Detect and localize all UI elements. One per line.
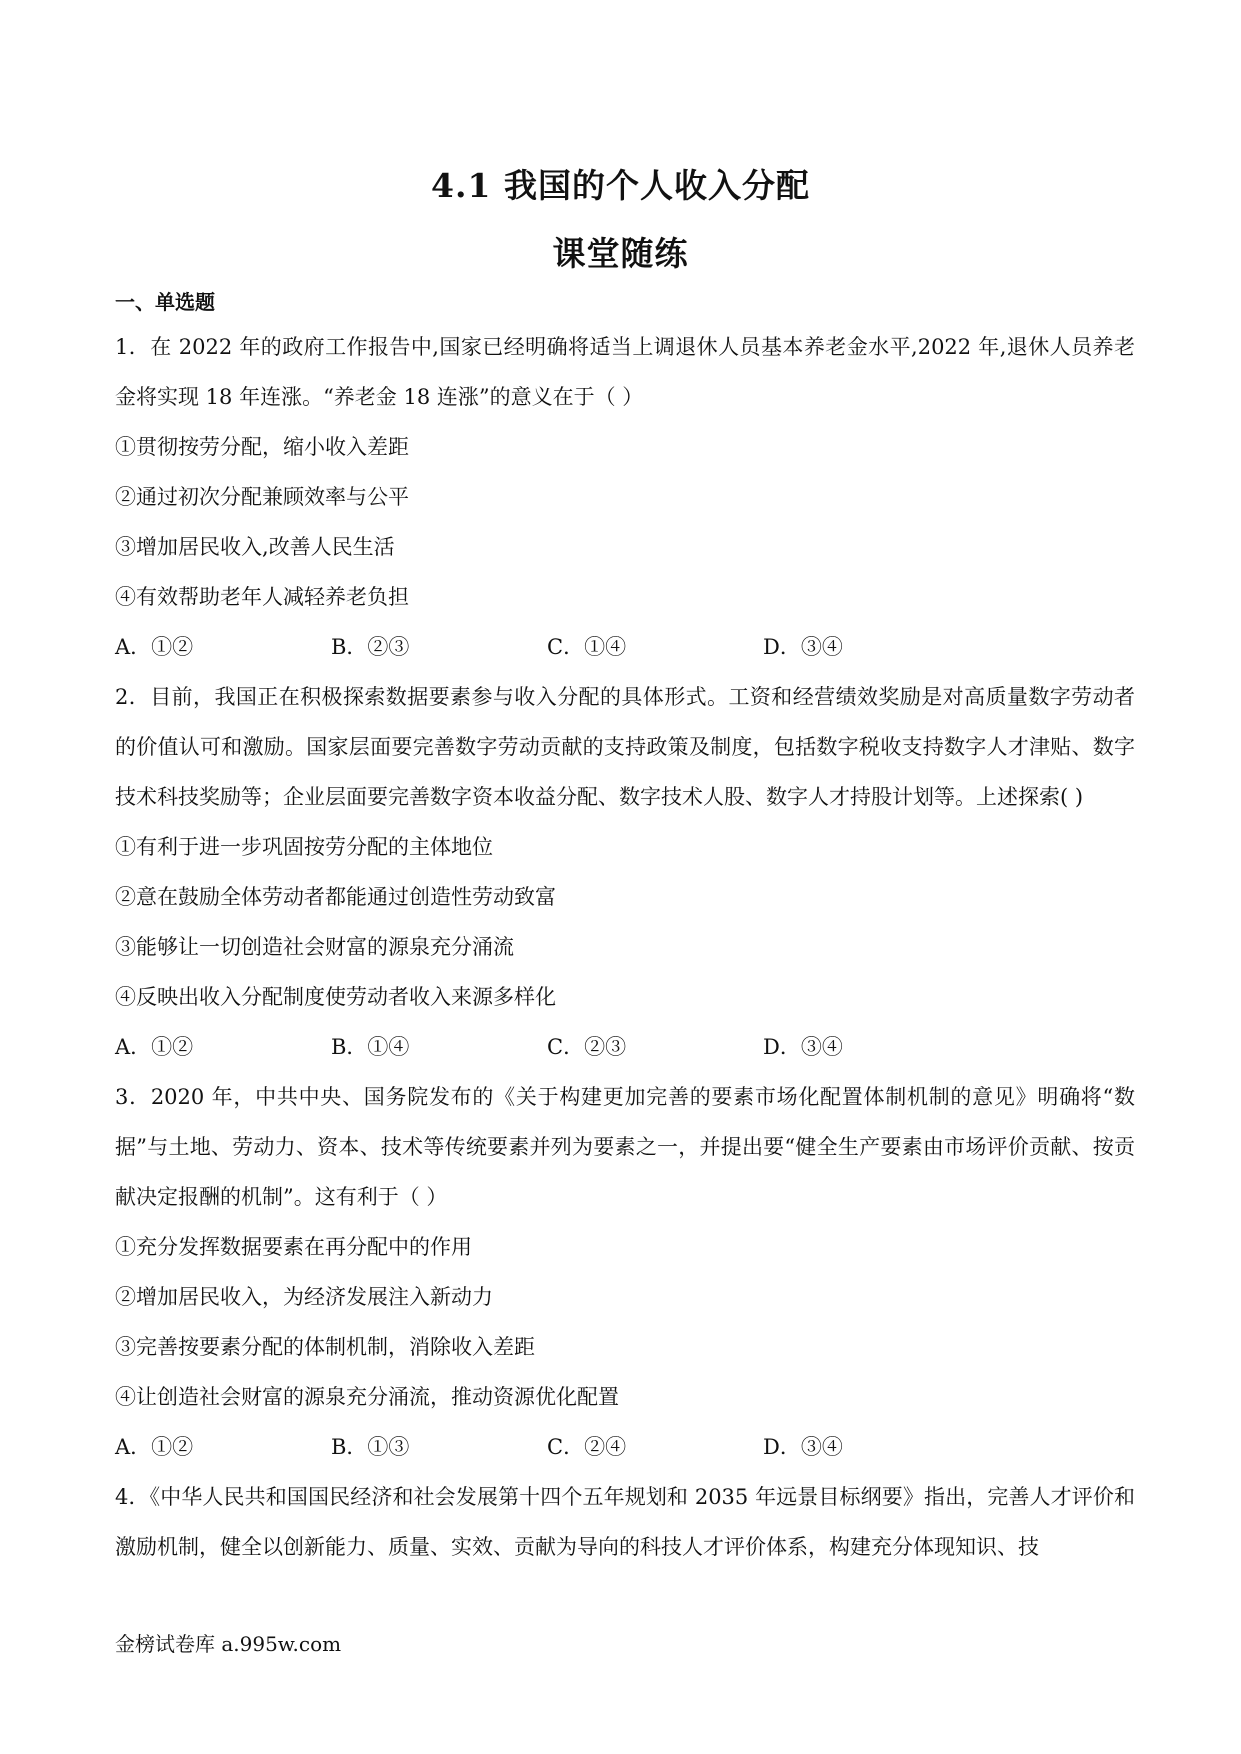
footer-source: 金榜试卷库 a.995w.com — [115, 1632, 342, 1656]
choice-b: B．②③ — [331, 635, 410, 659]
question-4 — [115, 1472, 1135, 1572]
question-stem: 3．2020 年，中共中央、国务院发布的《关于构建更加完善的要素市场化配置体制机制的意见》明确将“数据”与土地、劳动力、资本、技术等传统要素并列为要素之一，并提出要“健全生产要素由市场评价贡献、按贡献决定报酬的机制”。这有利于（ ） — [115, 1085, 1135, 1209]
statement-option: ③能够让一切创造社会财富的源泉充分涌流 — [115, 935, 514, 959]
choice-c: C．②④ — [547, 1435, 627, 1459]
answer-choices — [115, 622, 1135, 672]
statement-option: ①有利于进一步巩固按劳分配的主体地位 — [115, 835, 493, 859]
choice-d: D．③④ — [763, 1035, 843, 1059]
statement-option: ④有效帮助老年人减轻养老负担 — [115, 585, 409, 609]
answer-choices — [115, 1022, 1135, 1072]
statement-option: ①贯彻按劳分配，缩小收入差距 — [115, 435, 409, 459]
statement-option: ③增加居民收入,改善人民生活 — [115, 535, 395, 559]
choice-c: C．①④ — [547, 635, 627, 659]
question-stem: 4．《中华人民共和国国民经济和社会发展第十四个五年规划和 2035 年远景目标纲要》指出，完善人才评价和激励机制，健全以创新能力、质量、实效、贡献为导向的科技人才评价体系，构建充分体现知识、技 — [115, 1485, 1135, 1559]
question-2 — [115, 672, 1135, 1072]
statement-option: ④让创造社会财富的源泉充分涌流，推动资源优化配置 — [115, 1385, 619, 1409]
statement-option: ④反映出收入分配制度使劳动者收入来源多样化 — [115, 985, 556, 1009]
choice-c: C．②③ — [547, 1035, 627, 1059]
answer-choices — [115, 1422, 1135, 1472]
document-title: 4.1 我国的个人收入分配 — [431, 166, 810, 205]
choice-a: A．①② — [115, 635, 194, 659]
statement-option: ②通过初次分配兼顾效率与公平 — [115, 485, 409, 509]
question-stem: 2．目前，我国正在积极探索数据要素参与收入分配的具体形式。工资和经营绩效奖励是对高质量数字劳动者的价值认可和激励。国家层面要完善数字劳动贡献的支持政策及制度，包括数字税收支持数字人才津贴、数字技术科技奖励等；企业层面要完善数字资本收益分配、数字技术人股、数字人才持股计划等。上述探索( ) — [115, 685, 1135, 809]
question-1 — [115, 322, 1135, 672]
question-stem: 1．在 2022 年的政府工作报告中,国家已经明确将适当上调退休人员基本养老金水平,2022 年,退休人员养老金将实现 18 年连涨。“养老金 18 连涨”的意义在于（ ） — [115, 335, 1135, 409]
question-list — [115, 322, 1135, 1572]
choice-b: B．①④ — [331, 1035, 410, 1059]
choice-a: A．①② — [115, 1035, 194, 1059]
document-subtitle: 课堂随练 — [552, 234, 689, 273]
statement-option: ②增加居民收入，为经济发展注入新动力 — [115, 1285, 493, 1309]
statement-option: ①充分发挥数据要素在再分配中的作用 — [115, 1235, 472, 1259]
statement-option: ②意在鼓励全体劳动者都能通过创造性劳动致富 — [115, 885, 556, 909]
choice-a: A．①② — [115, 1435, 194, 1459]
question-3 — [115, 1072, 1135, 1472]
choice-d: D．③④ — [763, 1435, 843, 1459]
choice-b: B．①③ — [331, 1435, 410, 1459]
statement-option: ③完善按要素分配的体制机制，消除收入差距 — [115, 1335, 535, 1359]
choice-d: D．③④ — [763, 635, 843, 659]
section-heading: 一、单选题 — [115, 290, 215, 314]
